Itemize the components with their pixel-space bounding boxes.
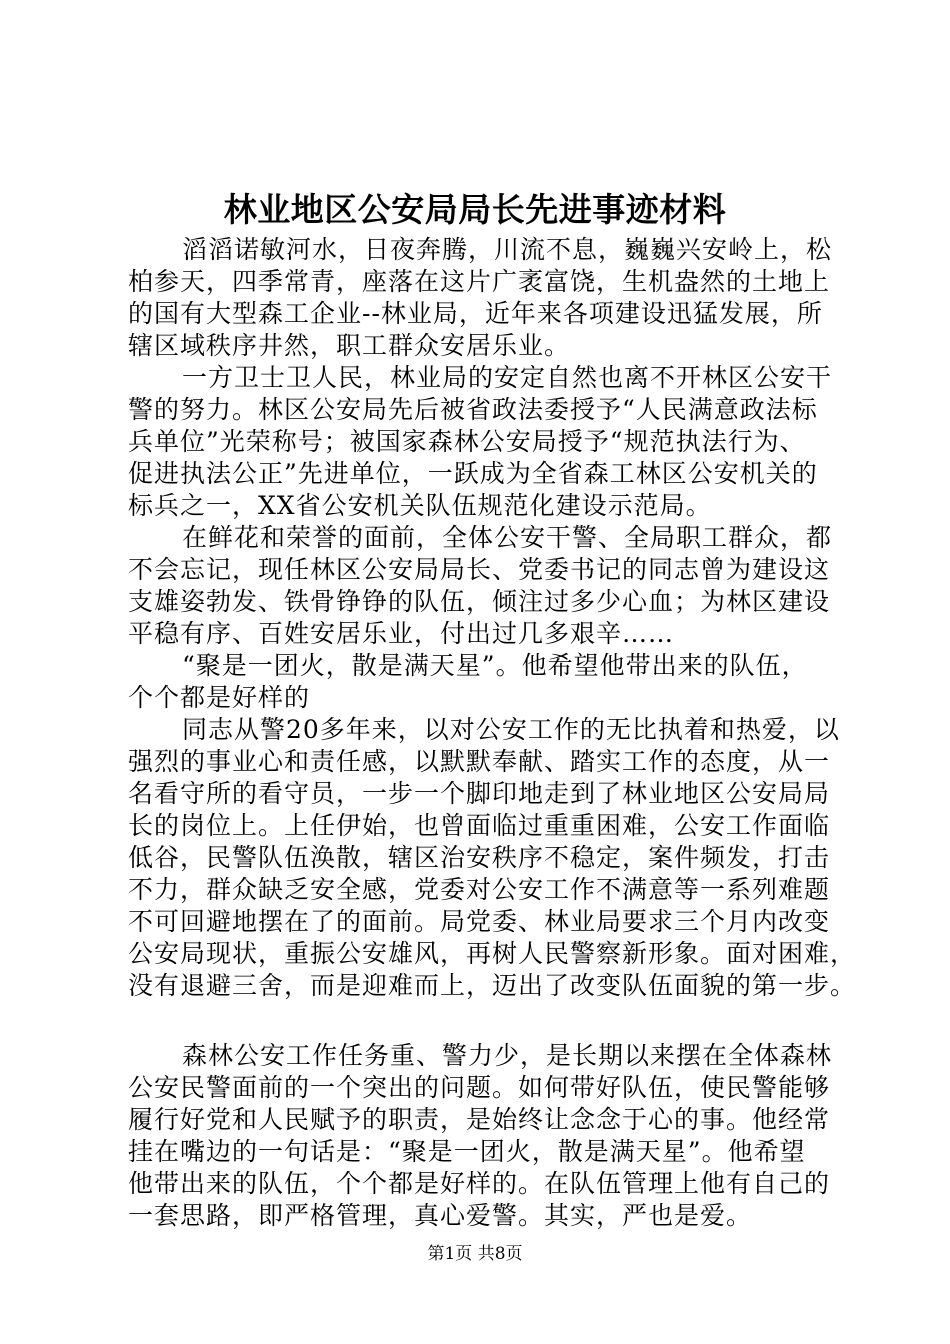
paragraph-line: 一方卫士卫人民，林业局的安定自然也离不开林区公安干 [182, 363, 833, 392]
paragraph-line: 公安局现状，重振公安雄风，再树人民警察新形象。面对困难， [128, 939, 857, 968]
document-body [128, 234, 857, 1232]
paragraph-line: 没有退避三舍，而是迎难而上，迈出了改变队伍面貌的第一步。 [128, 971, 857, 1000]
paragraph-line: 柏参天，四季常青，座落在这片广袤富饶，生机盎然的土地上 [128, 267, 831, 296]
section-heading-line: 个个都是好样的 [128, 683, 311, 712]
paragraph-line: 挂在嘴边的一句话是：“聚是一团火，散是满天星”。他希望 [128, 1137, 806, 1166]
paragraph-line: 低谷，民警队伍涣散，辖区治安秩序不稳定，案件频发，打击 [128, 843, 831, 872]
paragraph-line: 辖区域秩序井然，职工群众安居乐业。 [128, 331, 571, 360]
paragraph-line: 长的岗位上。上任伊始，也曾面临过重重困难，公安工作面临 [128, 811, 831, 840]
paragraph-line: 支雄姿勃发、铁骨铮铮的队伍，倾注过多少心血；为林区建设 [128, 587, 831, 616]
paragraph-line: 名看守所的看守员，一步一个脚印地走到了林业地区公安局局 [128, 779, 831, 808]
paragraph-line: 同志从警20多年来，以对公安工作的无比执着和热爱，以 [182, 715, 840, 744]
paragraph-line: 标兵之一，XX省公安机关队伍规范化建设示范局。 [128, 491, 712, 520]
paragraph-spacer [128, 1002, 848, 1040]
paragraph-line: 不会忘记，现任林区公安局局长、党委书记的同志曾为建设这 [128, 555, 831, 584]
paragraph-line: 公安民警面前的一个突出的问题。如何带好队伍，使民警能够 [128, 1073, 831, 1102]
paragraph-line: 的国有大型森工企业--林业局，近年来各项建设迅猛发展，所 [128, 299, 823, 328]
paragraph-line: 森林公安工作任务重、警力少，是长期以来摆在全体森林 [182, 1041, 833, 1070]
paragraph-line: 不力，群众缺乏安全感，党委对公安工作不满意等一系列难题 [128, 875, 831, 904]
paragraph-line: 一套思路，即严格管理，真心爱警。其实，严也是爱。 [128, 1201, 753, 1230]
document-title: 林业地区公安局局长先进事迹材料 [223, 190, 727, 229]
paragraph-line: 平稳有序、百姓安居乐业，付出过几多艰辛…… [128, 619, 675, 648]
paragraph-line: 强烈的事业心和责任感，以默默奉献、踏实工作的态度，从一 [128, 747, 831, 776]
paragraph-line: 他带出来的队伍，个个都是好样的。在队伍管理上他有自己的 [128, 1169, 831, 1198]
paragraph-line: 不可回避地摆在了的面前。局党委、林业局要求三个月内改变 [128, 907, 831, 936]
section-heading-line: “聚是一团火，散是满天星”。他希望他带出来的队伍， [182, 651, 808, 680]
paragraph-line: 促进执法公正”先进单位，一跃成为全省森工林区公安机关的 [128, 459, 818, 488]
paragraph-line: 兵单位”光荣称号；被国家森林公安局授予“规范执法行为、 [128, 427, 806, 456]
paragraph-line: 在鲜花和荣誉的面前，全体公安干警、全局职工群众，都 [182, 523, 833, 552]
page-number-footer: 第1页 共8页 [427, 1244, 523, 1264]
paragraph-line: 履行好党和人民赋予的职责，是始终让念念于心的事。他经常 [128, 1105, 831, 1134]
paragraph-line: 警的努力。林区公安局先后被省政法委授予“人民满意政法标 [128, 395, 818, 424]
paragraph-line: 滔滔诺敏河水，日夜奔腾，川流不息，巍巍兴安岭上，松 [182, 235, 833, 264]
